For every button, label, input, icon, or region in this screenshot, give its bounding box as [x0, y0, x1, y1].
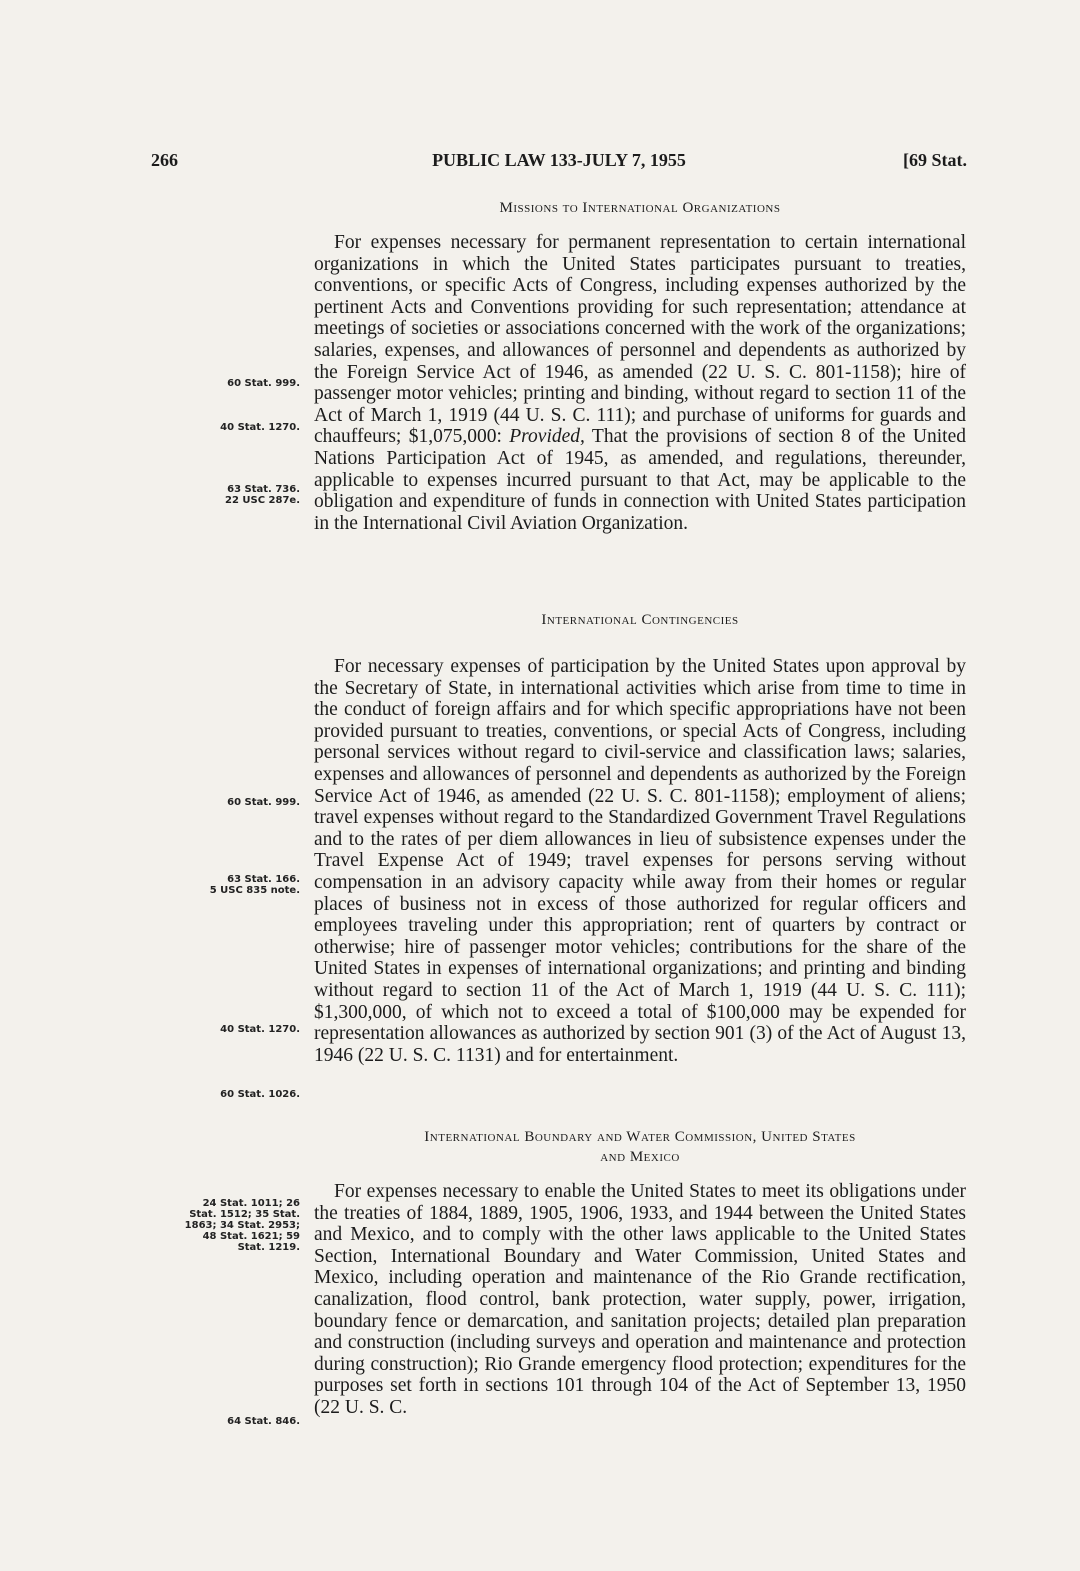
margin-note: 64 Stat. 846.: [227, 1416, 300, 1427]
section-heading: International Boundary and Water Commission, United States: [424, 1129, 856, 1145]
section-heading: Missions to International Organizations: [499, 200, 781, 216]
page-number: 266: [151, 150, 178, 170]
section-heading: International Contingencies: [541, 612, 739, 628]
volume-reference: [69 Stat.: [903, 150, 967, 170]
margin-note: 60 Stat. 1026.: [220, 1089, 300, 1100]
section-paragraph: For expenses necessary to enable the United States to meet its obligations under the treaties of 1884, 1889, 1905, 1906, 1933, and 1944 between the United States and Mexico, and to comply with the other laws applicable to the United States Section, International Boundary and Water Commission, United States and Mexico, including operation and maintenance of the Rio Grande rectification, canalization, flood control, bank protection, water supply, power, irrigation, boundary fence or demarcation, and sanitation projects; detailed plan preparation and construction (including surveys and operation and maintenance and protection during construction); Rio Grande emergency flood protection; expenditures for the purposes set forth in sections 101 through 104 of the Act of September 13, 1950 (22 U. S. C.: [314, 1181, 966, 1418]
margin-note: 40 Stat. 1270.: [220, 422, 300, 433]
margin-note: 60 Stat. 999.: [227, 378, 300, 389]
running-title: PUBLIC LAW 133-JULY 7, 1955: [432, 150, 686, 170]
section-paragraph: For necessary expenses of participation by the United States upon approval by the Secretary of State, in international activities which arise from time to time in the conduct of foreign affairs and for which specific appropriations have not been provided pursuant to treaties, conventions, or special Acts of Congress, including personal services without regard to civil-service and classification laws; salaries, expenses and allowances of personnel and dependents as authorized by the Foreign Service Act of 1946, as amended (22 U. S. C. 801-1158); employment of aliens; travel expenses without regard to the Standardized Government Travel Regulations and to the rates of per diem allowances in lieu of subsistence expenses under the Travel Expense Act of 1949; travel expenses for persons serving without compensation in an advisory capacity while away from their homes or regular places of business not in excess of those authorized for regular officers and employees traveling under this appropriation; rent of quarters by contract or otherwise; hire of passenger motor vehicles; contributions for the share of the United States in expenses of international organizations; and printing and binding without regard to section 11 of the Act of March 1, 1919 (44 U. S. C. 111); $1,300,000, of which not to exceed a total of $100,000 may be expended for representation allowances as authorized by section 901 (3) of the Act of August 13, 1946 (22 U. S. C. 1131) and for entertainment.: [314, 656, 966, 1066]
section-contingencies: [314, 610, 966, 1066]
margin-note: 63 Stat. 166. 5 USC 835 note.: [209, 874, 300, 896]
margin-note: 24 Stat. 1011; 26 Stat. 1512; 35 Stat. 1863; 34 Stat. 2953; 48 Stat. 1621; 59 Stat. 1219.: [184, 1198, 300, 1253]
section-heading-continued: and Mexico: [600, 1149, 680, 1165]
section-boundary-commission: [314, 1127, 966, 1419]
margin-note: 63 Stat. 736. 22 USC 287e.: [225, 484, 300, 506]
section-missions: [314, 198, 966, 534]
page-header: [151, 150, 967, 174]
proviso-word: Provided,: [509, 426, 585, 448]
margin-note: 60 Stat. 999.: [227, 797, 300, 808]
margin-note: 40 Stat. 1270.: [220, 1024, 300, 1035]
section-paragraph: For expenses necessary for permanent representation to certain international organizations in which the United States participates pursuant to treaties, conventions, or specific Acts of Congress, including expenses authorized by the pertinent Acts and Conventions providing for such representation; attendance at meetings of societies or associations concerned with the work of the organizations; salaries, expenses, and allowances of personnel and dependents as authorized by the Foreign Service Act of 1946, as amended (22 U. S. C. 801-1158); hire of passenger motor vehicles; printing and binding, without regard to section 11 of the Act of March 1, 1919 (44 U. S. C. 111); and purchase of uniforms for guards and chauffeurs; $1,075,000: Provided, That the provisions of section 8 of the United Nations Participation Act of 1945, as amended, and regulations, thereunder, applicable to expenses incurred pursuant to that Act, may be applicable to the obligation and expenditure of funds in connection with United States participation in the International Civil Aviation Organization.: [314, 232, 966, 534]
